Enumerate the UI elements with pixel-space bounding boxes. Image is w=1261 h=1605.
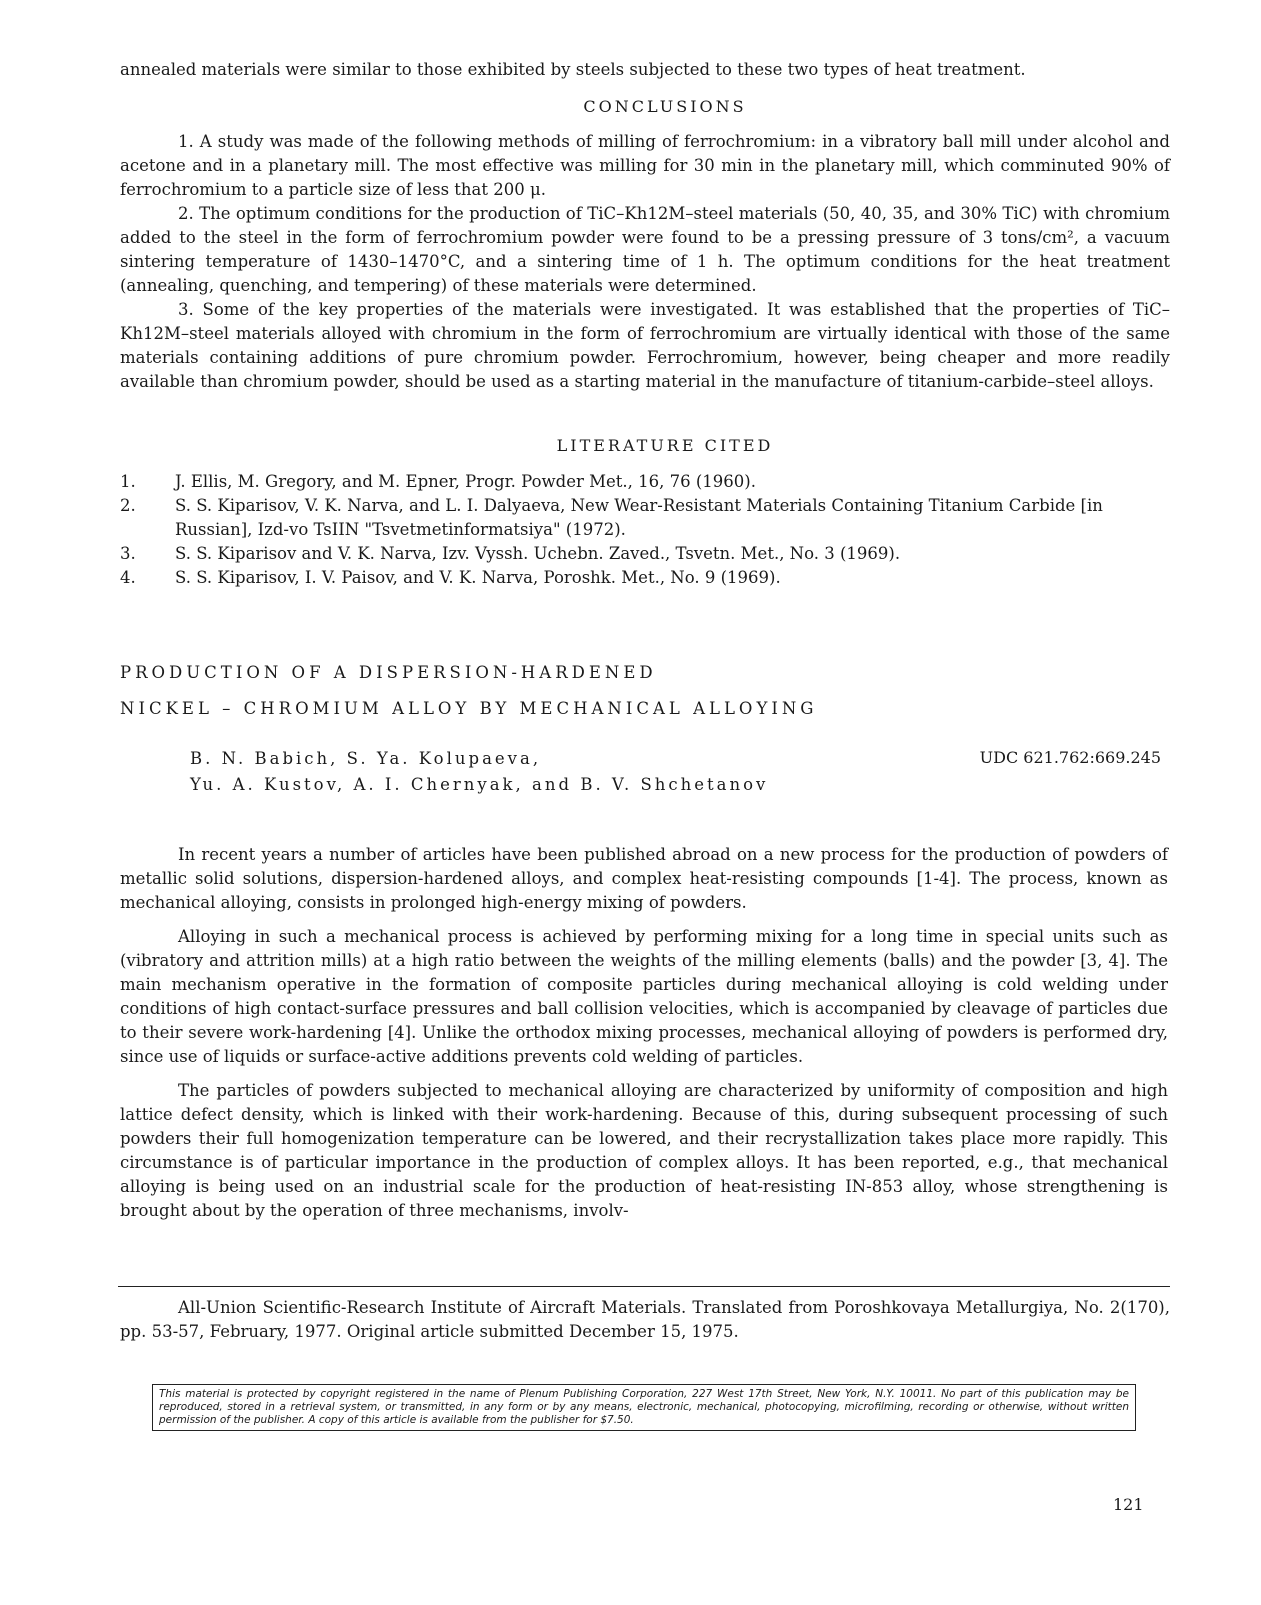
top-line: annealed materials were similar to those exhibited by steels subjected to these two types of heat treatment. [120,60,1026,79]
footnote-divider [118,1286,1170,1287]
reference-item [120,566,1170,590]
reference-text: S. S. Kiparisov and V. K. Narva, Izv. Vyssh. Uchebn. Zaved., Tsvetn. Met., No. 3 (1969). [175,544,901,563]
reference-item [120,470,1170,494]
reference-number: 1. [120,472,136,491]
reference-item [120,542,1170,566]
reference-number: 2. [120,496,136,515]
body-paragraph: In recent years a number of articles have been published abroad on a new process for the production of powders of metallic solid solutions, dispersion-hardened alloys, and complex heat-resisting compounds [1-4]. The process, known as mechanical alloying, consists in prolonged high-energy mixing of powders. [120,845,1168,912]
body-paragraph: Alloying in such a mechanical process is achieved by performing mixing for a long time in special units such as (vibratory and attrition mills) at a high ratio between the weights of the milling elements (balls) and the powder [3, 4]. The main mechanism operative in the formation of composite particles during mechanical alloying is cold welding under conditions of high contact-surface pressures and ball collision velocities, which is accompanied by cleavage of particles due to their severe work-hardening [4]. Unlike the orthodox mixing processes, mechanical alloying of powders is performed dry, since use of liquids or surface-active additions prevents cold welding of particles. [120,927,1168,1066]
reference-text: S. S. Kiparisov, V. K. Narva, and L. I. Dalyaeva, New Wear-Resistant Materials Containing Titanium Carbide [in Russian], Izd-vo TsIIN "Tsvetmetinformatsiya" (1972). [175,496,1103,539]
continued-text-line [120,58,1170,82]
author-block [190,746,768,798]
literature-heading: LITERATURE CITED [556,436,774,455]
footnote-text: All-Union Scientific-Research Institute of Aircraft Materials. Translated from Poroshkovaya Metallurgiya, No. 2(170), pp. 53-57, February, 1977. Original article submitted December 15, 1975. [120,1298,1170,1341]
reference-item [120,494,1170,542]
authors-line-2: Yu. A. Kustov, A. I. Chernyak, and B. V. Shchetanov [190,775,769,794]
conclusion-item: 2. The optimum conditions for the production of TiC–Kh12M–steel materials (50, 40, 35, and 30% TiC) with chromium added to the steel in the form of ferrochromium powder were found to be a pressing pressure of 3 tons/cm², a vacuum sintering temperature of 1430–1470°C, and a sintering time of 1 h. The optimum conditions for the heat treatment (annealing, quenching, and tempering) of these materials were determined. [120,204,1170,295]
body-paragraph: The particles of powders subjected to mechanical alloying are characterized by uniformity of composition and high lattice defect density, which is linked with their work-hardening. Because of this, during subsequent processing of such powders their full homogenization temperature can be lowered, and their recrystallization takes place more rapidly. This circumstance is of particular importance in the production of complex alloys. It has been reported, e.g., that mechanical alloying is being used on an industrial scale for the production of heat-resisting IN-853 alloy, whose strengthening is brought about by the operation of three mechanisms, involv- [120,1081,1168,1220]
conclusions-list [120,130,1170,394]
conclusion-item: 3. Some of the key properties of the materials were investigated. It was established that the properties of TiC–Kh12M–steel materials alloyed with chromium in the form of ferrochromium are virtually identical with those of the same materials containing additions of pure chromium powder. Ferrochromium, however, being cheaper and more readily available than chromium powder, should be used as a starting material in the manufacture of titanium-carbide–steel alloys. [120,300,1170,391]
reference-number: 3. [120,544,136,563]
authors-line-1: B. N. Babich, S. Ya. Kolupaeva, [190,749,542,768]
reference-list [120,470,1170,590]
footnote [120,1296,1170,1344]
article-body [120,843,1168,1223]
article-title-line-1: PRODUCTION OF A DISPERSION-HARDENED [120,663,657,682]
udc-code: UDC 621.762:669.245 [979,748,1161,767]
reference-number: 4. [120,568,136,587]
reference-text: J. Ellis, M. Gregory, and M. Epner, Progr. Powder Met., 16, 76 (1960). [175,472,756,491]
reference-text: S. S. Kiparisov, I. V. Paisov, and V. K. Narva, Poroshk. Met., No. 9 (1969). [175,568,781,587]
page-number: 121 [1113,1495,1144,1514]
article-title-line-2: NICKEL – CHROMIUM ALLOY BY MECHANICAL ALLOYING [120,699,818,718]
conclusion-item: 1. A study was made of the following methods of milling of ferrochromium: in a vibratory ball mill under alcohol and acetone and in a planetary mill. The most effective was milling for 30 min in the planetary mill, which comminuted 90% of ferrochromium to a particle size of less that 200 μ. [120,132,1170,199]
conclusions-heading: CONCLUSIONS [583,97,747,116]
copyright-notice: This material is protected by copyright registered in the name of Plenum Publishing Corporation, 227 West 17th Street, New York, N.Y. 10011. No part of this publication may be reproduced, stored in a retrieval system, or transmitted, in any form or by any means, electronic, mechanical, photocopying, microfilming, recording or otherwise, without written permission of the publisher. A copy of this article is available from the publisher for $7.50. [152,1384,1136,1431]
